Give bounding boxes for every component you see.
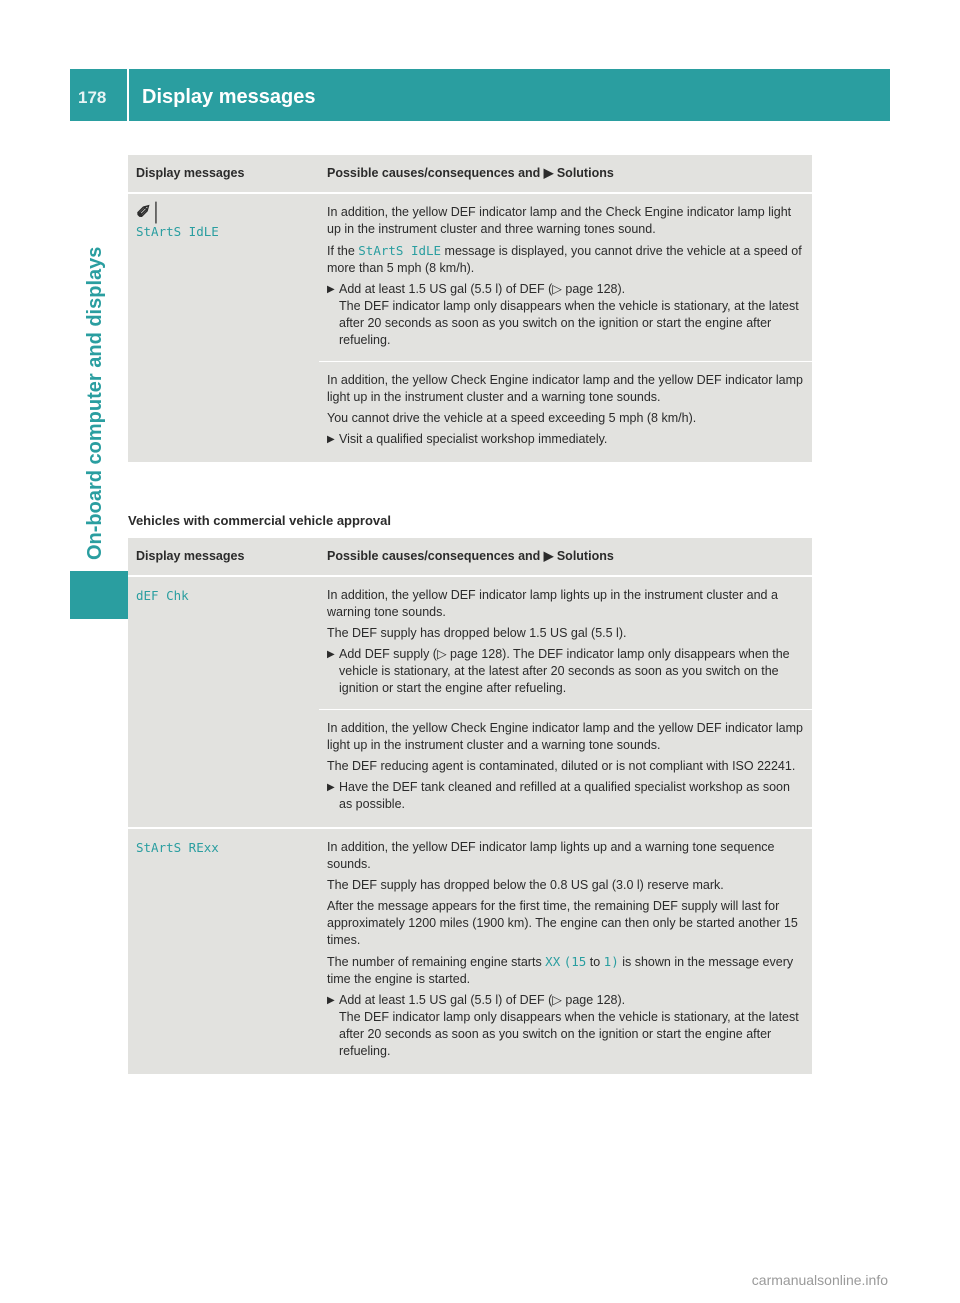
- arrow-icon: ▶: [327, 284, 335, 295]
- wrench-icon: ✐│: [136, 202, 163, 222]
- arrow-icon: ▶: [327, 995, 335, 1006]
- cause-text: You cannot drive the vehicle at a speed exceeding 5 mph (8 km/h).: [327, 411, 697, 425]
- sidebar-marker: [70, 571, 128, 619]
- message-code: StArtS RExx: [136, 840, 219, 855]
- cause-text: In addition, the yellow Check Engine indicator lamp and the yellow DEF indicator lamp light up in the instrument cluster and a warning tone sounds.: [327, 373, 803, 404]
- message-code: dEF Chk: [136, 588, 189, 603]
- divider: [319, 361, 812, 362]
- cause-text: After the message appears for the first time, the remaining DEF supply will last for approximately 1200 miles (1900 km). The engine can then only be started another 15 times.: [327, 899, 798, 947]
- solution-step: ▶ Visit a qualified specialist workshop immediately.: [327, 432, 608, 446]
- divider: [319, 709, 812, 710]
- col-header-messages: Display messages: [128, 155, 319, 192]
- header-divider: [127, 69, 129, 121]
- cause-text: The DEF supply has dropped below 1.5 US gal (5.5 l).: [327, 626, 627, 640]
- footer-watermark: carmanualsonline.info: [751, 1272, 888, 1288]
- cause-text: The DEF reducing agent is contaminated, diluted or is not compliant with ISO 22241.: [327, 759, 796, 773]
- table-row: [128, 577, 812, 827]
- cause-text: The number of remaining engine starts XX (15 to 1) is shown in the message every time the engine is started.: [327, 954, 794, 986]
- solution-step: ▶ Have the DEF tank cleaned and refilled at a qualified specialist workshop as soon as possible.: [327, 780, 790, 811]
- table-row: [128, 829, 812, 1074]
- col-header-causes: Possible causes/consequences and ▶ Solutions: [319, 155, 812, 192]
- cause-text: In addition, the yellow DEF indicator lamp and the Check Engine indicator lamp light up in the instrument cluster and three warning tones sound.: [327, 205, 792, 236]
- solution-step: ▶ Add at least 1.5 US gal (5.5 l) of DEF (▷ page 128). The DEF indicator lamp only disappears when the vehicle is stationary, at the latest after 20 seconds as soon as you switch on the ignition or start the engine after refueling.: [327, 993, 799, 1058]
- solution-step: ▶ Add DEF supply (▷ page 128). The DEF indicator lamp only disappears when the vehicle is stationary, at the latest after 20 seconds as soon as you switch on the ignition or start the engine after refueling.: [327, 647, 790, 695]
- cause-text: The DEF supply has dropped below the 0.8 US gal (3.0 l) reserve mark.: [327, 878, 724, 892]
- solution-step: ▶ Add at least 1.5 US gal (5.5 l) of DEF (▷ page 128). The DEF indicator lamp only disappears when the vehicle is stationary, at the latest after 20 seconds as soon as you switch on the ignition or start the engine after refueling.: [327, 282, 799, 347]
- cause-text: In addition, the yellow DEF indicator lamp lights up in the instrument cluster and a warning tone sounds.: [327, 588, 778, 619]
- col-header-messages: Display messages: [128, 538, 319, 575]
- table-row: [128, 194, 812, 462]
- display-messages-table-2: [128, 538, 812, 1074]
- page-number: 178: [78, 88, 107, 107]
- arrow-icon: ▶: [327, 434, 335, 445]
- display-messages-table-1: [128, 155, 812, 462]
- section-heading: Vehicles with commercial vehicle approval: [128, 513, 392, 528]
- col-header-causes: Possible causes/consequences and ▶ Solutions: [319, 538, 812, 575]
- cause-text: In addition, the yellow Check Engine indicator lamp and the yellow DEF indicator lamp light up in the instrument cluster and a warning tone sounds.: [327, 721, 803, 752]
- page-title: Display messages: [142, 86, 316, 108]
- cause-text: In addition, the yellow DEF indicator lamp lights up and a warning tone sequence sounds.: [327, 840, 775, 871]
- arrow-icon: ▶: [327, 649, 335, 660]
- message-code: StArtS IdLE: [136, 224, 219, 239]
- sidebar-section-label: On-board computer and displays: [84, 246, 106, 560]
- arrow-icon: ▶: [327, 782, 335, 793]
- cause-text: If the StArtS IdLE message is displayed, you cannot drive the vehicle at a speed of more than 5 mph (8 km/h).: [327, 243, 802, 275]
